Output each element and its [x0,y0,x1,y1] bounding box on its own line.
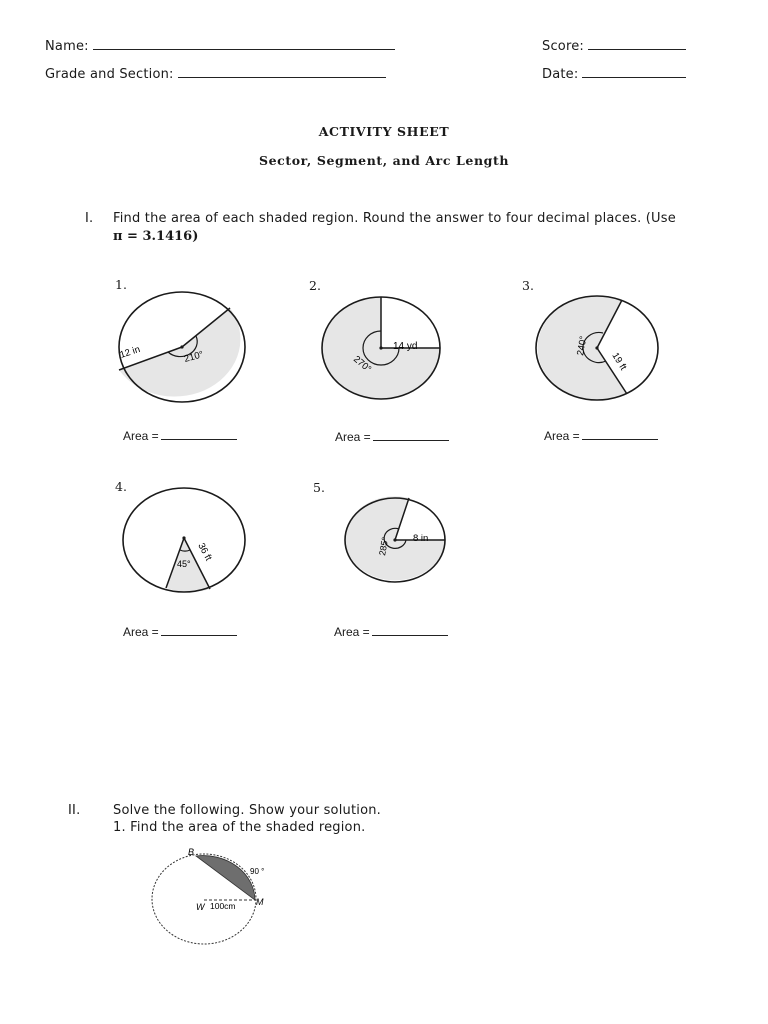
problem-2-answer[interactable] [335,430,449,444]
date-label: Date: [542,67,579,82]
part1-pi-value: π = 3.1416) [113,229,199,244]
problem-1-radius-label: 12 in [118,344,142,361]
part2-instruction: Solve the following. Show your solution. [113,803,381,818]
answer-line [373,439,449,441]
area-label: Area = [335,430,371,444]
part2-length-label: 100cm [210,901,236,911]
problem-3-answer[interactable] [544,429,658,443]
score-label: Score: [542,39,584,54]
part2-point-w: W [196,902,205,912]
part1-numeral: I. [85,211,94,226]
problem-1-number: 1. [115,277,127,292]
part1-instruction: Find the area of each shaded region. Round the answer to four decimal places. (Use [113,211,676,226]
part2-item-1: 1. Find the area of the shaded region. [113,820,366,835]
problem-5-figure [345,496,445,582]
part2-point-b: B [188,847,195,857]
problem-5-answer[interactable] [334,625,448,639]
problem-3-radius-label: 19 ft [609,350,629,373]
sheet-title: ACTIVITY SHEET [318,124,450,139]
problem-2-number: 2. [309,278,321,293]
name-label: Name: [45,39,89,54]
problem-3-figure [536,296,658,400]
problem-1-angle-label: 210° [182,349,205,365]
part2-figure [152,847,264,944]
area-label: Area = [334,625,370,639]
area-label: Area = [544,429,580,443]
problem-5-angle-label: 285° [377,536,391,557]
answer-line [372,634,448,636]
sheet-subtitle: Sector, Segment, and Arc Length [258,153,510,168]
grade-section-label: Grade and Section: [45,67,174,82]
part2-point-m: M [256,897,264,907]
area-label: Area = [123,429,159,443]
problem-5-number: 5. [313,480,325,495]
problem-1-figure [119,292,245,402]
problem-4-radius-label: 36 ft [195,541,214,563]
answer-line [161,438,237,440]
problem-2-angle-label: 270° [351,353,374,375]
problem-1-answer[interactable] [123,429,237,443]
area-label: Area = [123,625,159,639]
problem-4-angle-label: 45° [177,559,191,569]
answer-line [161,634,237,636]
problem-3-number: 3. [522,278,534,293]
part2-shaded-segment [196,856,255,900]
part2-numeral: II. [68,803,81,818]
problem-4-number: 4. [115,479,127,494]
problem-2-radius-label: 14 yd [393,341,418,352]
part2-angle-label: 90 ° [250,867,265,876]
answer-line [582,438,658,440]
problem-4-figure [123,488,245,592]
problem-3-angle-label: 240° [575,335,590,357]
problem-2-figure [322,297,440,399]
problem-4-answer[interactable] [123,625,237,639]
problem-5-radius-label: 8 in [413,533,429,544]
